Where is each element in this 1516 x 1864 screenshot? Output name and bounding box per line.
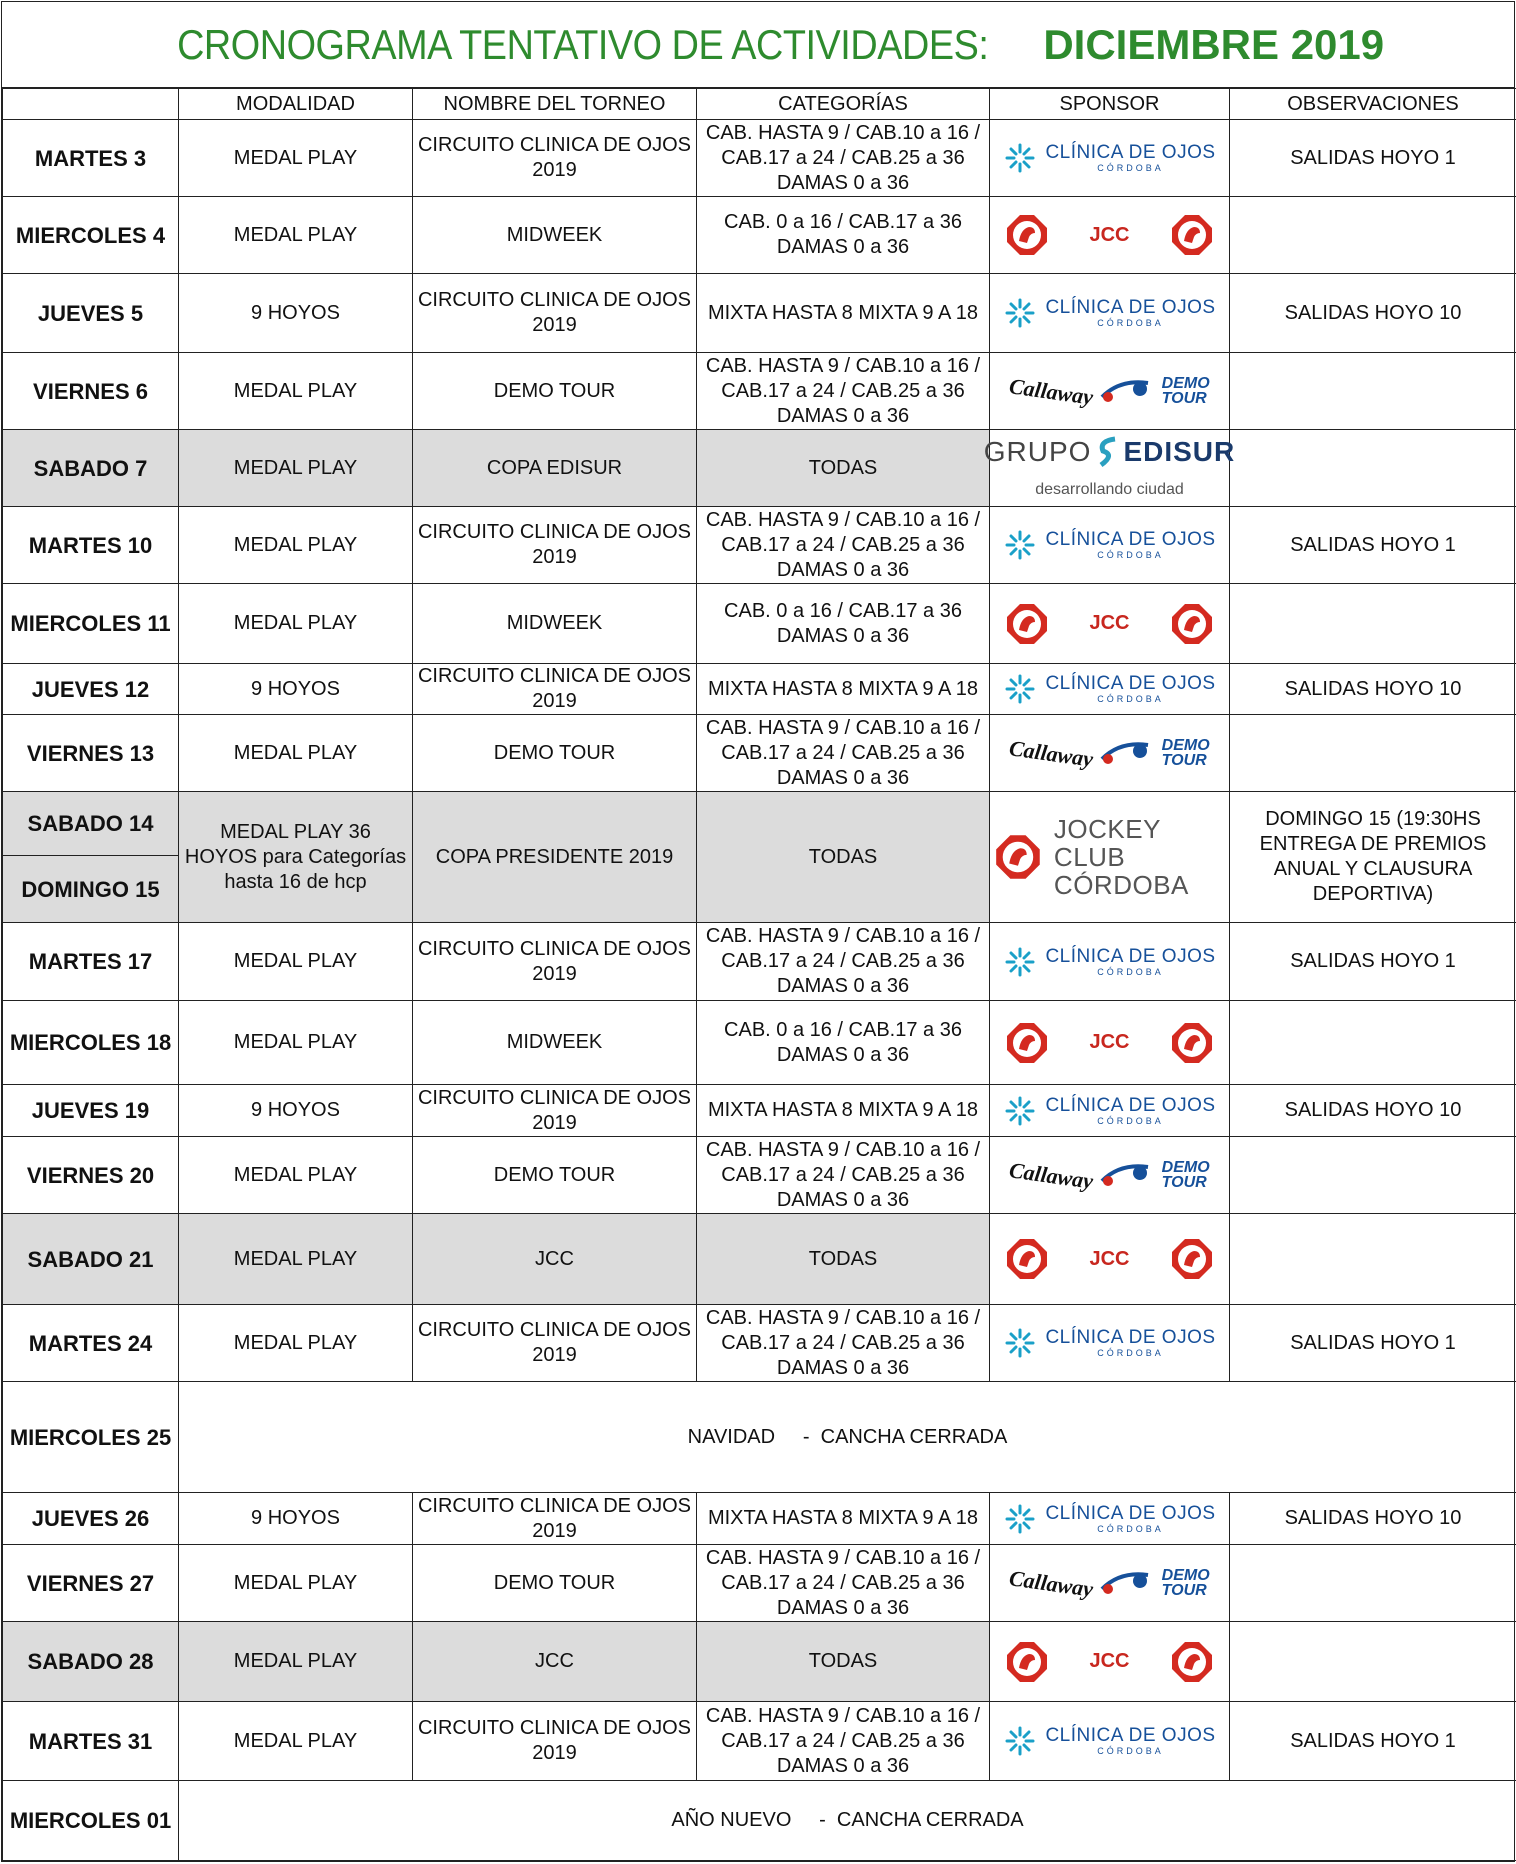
golfer-swing-icon — [1100, 735, 1156, 771]
observaciones-cell: SALIDAS HOYO 1 — [1230, 923, 1516, 1001]
modalidad-cell: MEDAL PLAY — [179, 1137, 413, 1214]
clinica-de-ojos-logo — [1003, 1326, 1215, 1360]
clinica-de-ojos-logo — [1003, 1724, 1215, 1758]
observaciones-cell: SALIDAS HOYO 1 — [1230, 507, 1516, 584]
torneo-cell: MIDWEEK — [413, 197, 697, 274]
categorias-cell: CAB. 0 a 16 / CAB.17 a 36 DAMAS 0 a 36 — [697, 1001, 990, 1085]
torneo-cell: MIDWEEK — [413, 1001, 697, 1085]
day-cell: MIERCOLES 11 — [3, 584, 179, 664]
jcc-text: JCC — [1089, 1247, 1129, 1272]
starburst-icon — [1003, 141, 1037, 175]
torneo-cell: CIRCUITO CLINICA DE OJOS 2019 — [413, 1305, 697, 1382]
clinica-city: CÓRDOBA — [1097, 551, 1164, 560]
starburst-icon — [1003, 296, 1037, 330]
categorias-cell: TODAS — [697, 792, 990, 923]
day-cell: VIERNES 20 — [3, 1137, 179, 1214]
day-cell: MIERCOLES 4 — [3, 197, 179, 274]
observaciones-cell: SALIDAS HOYO 10 — [1230, 1493, 1516, 1545]
day-cell: MARTES 17 — [3, 923, 179, 1001]
tour-text: TOUR — [1162, 1174, 1207, 1191]
sponsor-cell — [990, 1622, 1230, 1702]
table-row — [3, 1622, 1516, 1702]
clinica-name: CLÍNICA DE OJOS — [1045, 1328, 1215, 1347]
observaciones-cell — [1230, 715, 1516, 792]
observaciones-cell — [1230, 430, 1516, 507]
clinica-name: CLÍNICA DE OJOS — [1045, 674, 1215, 693]
sponsor-cell — [990, 792, 1230, 923]
torneo-cell: COPA EDISUR — [413, 430, 697, 507]
categorias-cell: TODAS — [697, 1214, 990, 1305]
day-cell: JUEVES 19 — [3, 1085, 179, 1137]
categorias-cell: MIXTA HASTA 8 MIXTA 9 A 18 — [697, 274, 990, 353]
day-cell: VIERNES 13 — [3, 715, 179, 792]
table-row — [3, 1493, 1516, 1545]
torneo-cell: CIRCUITO CLINICA DE OJOS 2019 — [413, 274, 697, 353]
categorias-cell: CAB. 0 a 16 / CAB.17 a 36 DAMAS 0 a 36 — [697, 197, 990, 274]
day-cell: SABADO 7 — [3, 430, 179, 507]
torneo-cell: DEMO TOUR — [413, 715, 697, 792]
clinica-de-ojos-logo — [1003, 1502, 1215, 1536]
modalidad-cell: 9 HOYOS — [179, 1085, 413, 1137]
clinica-name: CLÍNICA DE OJOS — [1045, 143, 1215, 162]
day-cell: VIERNES 6 — [3, 353, 179, 430]
observaciones-cell: SALIDAS HOYO 1 — [1230, 1702, 1516, 1781]
modalidad-cell: MEDAL PLAY — [179, 507, 413, 584]
callaway-text: Callaway — [1008, 735, 1095, 771]
torneo-cell: CIRCUITO CLINICA DE OJOS 2019 — [413, 923, 697, 1001]
modalidad-cell: MEDAL PLAY — [179, 1305, 413, 1382]
day-cell: MARTES 31 — [3, 1702, 179, 1781]
modalidad-cell: MEDAL PLAY — [179, 1622, 413, 1702]
sponsor-cell — [990, 1702, 1230, 1781]
clinica-de-ojos-logo — [1003, 1094, 1215, 1128]
callaway-demo-tour-logo — [994, 373, 1225, 409]
sponsor-cell — [990, 715, 1230, 792]
modalidad-cell: MEDAL PLAY — [179, 1545, 413, 1622]
torneo-cell: CIRCUITO CLINICA DE OJOS 2019 — [413, 120, 697, 197]
sponsor-cell — [990, 120, 1230, 197]
golfer-swing-icon — [1100, 1157, 1156, 1193]
jcc-text: JCC — [1089, 611, 1129, 636]
clinica-city: CÓRDOBA — [1097, 968, 1164, 977]
clinica-city: CÓRDOBA — [1097, 319, 1164, 328]
day-cell: JUEVES 12 — [3, 664, 179, 715]
observaciones-cell — [1230, 1137, 1516, 1214]
header-observaciones: OBSERVACIONES — [1230, 89, 1516, 120]
torneo-cell: MIDWEEK — [413, 584, 697, 664]
page-title: CRONOGRAMA TENTATIVO DE ACTIVIDADES: — [177, 21, 988, 69]
jockey-club-text: JOCKEY CLUB — [1054, 814, 1161, 872]
day-cell: SABADO 14 — [3, 792, 179, 856]
observaciones-cell — [1230, 1214, 1516, 1305]
table-row — [3, 274, 1516, 353]
clinica-name: CLÍNICA DE OJOS — [1045, 947, 1215, 966]
table-row — [3, 1001, 1516, 1085]
table-row — [3, 1137, 1516, 1214]
day-cell: MIERCOLES 18 — [3, 1001, 179, 1085]
categorias-cell: CAB. HASTA 9 / CAB.10 a 16 / CAB.17 a 24 / CAB.25 a 36 DAMAS 0 a 36 — [697, 1305, 990, 1382]
modalidad-cell: MEDAL PLAY — [179, 923, 413, 1001]
sponsor-cell — [990, 1493, 1230, 1545]
torneo-cell: CIRCUITO CLINICA DE OJOS 2019 — [413, 1493, 697, 1545]
observaciones-cell — [1230, 1001, 1516, 1085]
day-cell: MIERCOLES 01 — [3, 1781, 179, 1861]
sponsor-cell — [990, 353, 1230, 430]
jockey-club-cordoba-logo — [994, 815, 1225, 899]
torneo-cell: CIRCUITO CLINICA DE OJOS 2019 — [413, 1702, 697, 1781]
clinica-city: CÓRDOBA — [1097, 695, 1164, 704]
clinica-city: CÓRDOBA — [1097, 164, 1164, 173]
clinica-name: CLÍNICA DE OJOS — [1045, 1504, 1215, 1523]
clinica-name: CLÍNICA DE OJOS — [1045, 1726, 1215, 1745]
torneo-cell: DEMO TOUR — [413, 1545, 697, 1622]
header-sponsor: SPONSOR — [990, 89, 1230, 120]
sponsor-cell — [990, 1085, 1230, 1137]
modalidad-cell: 9 HOYOS — [179, 274, 413, 353]
tour-text: TOUR — [1162, 390, 1207, 407]
clinica-name: CLÍNICA DE OJOS — [1045, 530, 1215, 549]
modalidad-cell: MEDAL PLAY — [179, 197, 413, 274]
table-row — [3, 1781, 1516, 1861]
modalidad-cell: MEDAL PLAY — [179, 120, 413, 197]
clinica-de-ojos-logo — [1003, 672, 1215, 706]
table-row — [3, 1085, 1516, 1137]
jcc-logo — [994, 1237, 1225, 1281]
categorias-cell: TODAS — [697, 1622, 990, 1702]
starburst-icon — [1003, 528, 1037, 562]
categorias-cell: CAB. HASTA 9 / CAB.10 a 16 / CAB.17 a 24 / CAB.25 a 36 DAMAS 0 a 36 — [697, 507, 990, 584]
day-cell: DOMINGO 15 — [3, 856, 179, 923]
day-cell: MIERCOLES 25 — [3, 1382, 179, 1493]
observaciones-cell — [1230, 353, 1516, 430]
observaciones-cell — [1230, 197, 1516, 274]
title-bar — [2, 2, 1514, 88]
closed-notice: AÑO NUEVO - CANCHA CERRADA — [179, 1781, 1516, 1861]
clinica-de-ojos-logo — [1003, 141, 1215, 175]
day-cell: MARTES 3 — [3, 120, 179, 197]
callaway-demo-tour-logo — [994, 735, 1225, 771]
jockey-seal-icon — [1005, 602, 1049, 646]
edisur-grupo-text: GRUPO — [984, 439, 1092, 464]
jcc-text: JCC — [1089, 1030, 1129, 1055]
observaciones-cell: SALIDAS HOYO 10 — [1230, 664, 1516, 715]
day-cell: MARTES 24 — [3, 1305, 179, 1382]
day-cell: JUEVES 5 — [3, 274, 179, 353]
demo-text: DEMO — [1162, 1567, 1210, 1584]
categorias-cell: CAB. HASTA 9 / CAB.10 a 16 / CAB.17 a 24 / CAB.25 a 36 DAMAS 0 a 36 — [697, 1545, 990, 1622]
categorias-cell: CAB. 0 a 16 / CAB.17 a 36 DAMAS 0 a 36 — [697, 584, 990, 664]
jockey-seal-icon — [1005, 1237, 1049, 1281]
clinica-de-ojos-logo — [1003, 528, 1215, 562]
clinica-de-ojos-logo — [1003, 945, 1215, 979]
jockey-seal-icon — [1170, 213, 1214, 257]
observaciones-cell: SALIDAS HOYO 10 — [1230, 1085, 1516, 1137]
schedule-sheet — [1, 1, 1515, 1862]
observaciones-cell: SALIDAS HOYO 1 — [1230, 1305, 1516, 1382]
table-row — [3, 923, 1516, 1001]
tour-text: TOUR — [1162, 752, 1207, 769]
starburst-icon — [1003, 1094, 1037, 1128]
demo-text: DEMO — [1162, 1159, 1210, 1176]
jockey-seal-icon — [1170, 1640, 1214, 1684]
categorias-cell: MIXTA HASTA 8 MIXTA 9 A 18 — [697, 664, 990, 715]
header-day — [3, 89, 179, 120]
categorias-cell: TODAS — [697, 430, 990, 507]
modalidad-cell: MEDAL PLAY — [179, 1214, 413, 1305]
demo-text: DEMO — [1162, 737, 1210, 754]
table-row — [3, 507, 1516, 584]
demo-text: DEMO — [1162, 375, 1210, 392]
sponsor-cell — [990, 664, 1230, 715]
jockey-seal-icon — [1170, 602, 1214, 646]
sponsor-cell — [990, 274, 1230, 353]
jockey-seal-icon — [994, 831, 1042, 883]
sponsor-cell — [990, 923, 1230, 1001]
observaciones-cell — [1230, 1622, 1516, 1702]
day-cell: MARTES 10 — [3, 507, 179, 584]
table-row — [3, 353, 1516, 430]
torneo-cell: CIRCUITO CLINICA DE OJOS 2019 — [413, 1085, 697, 1137]
torneo-cell: DEMO TOUR — [413, 353, 697, 430]
jockey-seal-icon — [1005, 1021, 1049, 1065]
modalidad-cell: MEDAL PLAY — [179, 430, 413, 507]
torneo-cell: JCC — [413, 1214, 697, 1305]
edisur-s-icon — [1095, 435, 1119, 469]
modalidad-cell: MEDAL PLAY — [179, 1702, 413, 1781]
edisur-slogan: desarrollando ciudad — [1035, 477, 1184, 502]
jcc-text: JCC — [1089, 223, 1129, 248]
closed-notice: NAVIDAD - CANCHA CERRADA — [179, 1382, 1516, 1493]
categorias-cell: CAB. HASTA 9 / CAB.10 a 16 / CAB.17 a 24 / CAB.25 a 36 DAMAS 0 a 36 — [697, 353, 990, 430]
torneo-cell: CIRCUITO CLINICA DE OJOS 2019 — [413, 664, 697, 715]
modalidad-cell: MEDAL PLAY — [179, 1001, 413, 1085]
jockey-city-text: CÓRDOBA — [1054, 870, 1189, 900]
day-cell: SABADO 28 — [3, 1622, 179, 1702]
day-cell: JUEVES 26 — [3, 1493, 179, 1545]
page-title-month: DICIEMBRE 2019 — [1043, 21, 1384, 69]
day-cell: SABADO 21 — [3, 1214, 179, 1305]
table-row — [3, 715, 1516, 792]
schedule-table — [2, 88, 1516, 1861]
golfer-swing-icon — [1100, 1565, 1156, 1601]
categorias-cell: CAB. HASTA 9 / CAB.10 a 16 / CAB.17 a 24 / CAB.25 a 36 DAMAS 0 a 36 — [697, 1702, 990, 1781]
golfer-swing-icon — [1100, 373, 1156, 409]
modalidad-cell: MEDAL PLAY 36 HOYOS para Categorías hasta 16 de hcp — [179, 792, 413, 923]
observaciones-cell: DOMINGO 15 (19:30HS ENTREGA DE PREMIOS ANUAL Y CLAUSURA DEPORTIVA) — [1230, 792, 1516, 923]
clinica-city: CÓRDOBA — [1097, 1747, 1164, 1756]
torneo-cell: CIRCUITO CLINICA DE OJOS 2019 — [413, 507, 697, 584]
table-row — [3, 120, 1516, 197]
torneo-cell: DEMO TOUR — [413, 1137, 697, 1214]
sponsor-cell — [990, 1001, 1230, 1085]
jcc-logo — [994, 213, 1225, 257]
clinica-city: CÓRDOBA — [1097, 1349, 1164, 1358]
table-row — [3, 197, 1516, 274]
callaway-text: Callaway — [1008, 373, 1095, 409]
callaway-demo-tour-logo — [994, 1565, 1225, 1601]
torneo-cell: JCC — [413, 1622, 697, 1702]
categorias-cell: MIXTA HASTA 8 MIXTA 9 A 18 — [697, 1085, 990, 1137]
edisur-name-text: EDISUR — [1123, 439, 1235, 464]
jockey-seal-icon — [1170, 1021, 1214, 1065]
header-torneo: NOMBRE DEL TORNEO — [413, 89, 697, 120]
clinica-name: CLÍNICA DE OJOS — [1045, 298, 1215, 317]
starburst-icon — [1003, 1724, 1037, 1758]
modalidad-cell: MEDAL PLAY — [179, 353, 413, 430]
table-row — [3, 1382, 1516, 1493]
categorias-cell: CAB. HASTA 9 / CAB.10 a 16 / CAB.17 a 24 / CAB.25 a 36 DAMAS 0 a 36 — [697, 923, 990, 1001]
torneo-cell: COPA PRESIDENTE 2019 — [413, 792, 697, 923]
sponsor-cell — [990, 197, 1230, 274]
clinica-city: CÓRDOBA — [1097, 1117, 1164, 1126]
table-row — [3, 584, 1516, 664]
starburst-icon — [1003, 672, 1037, 706]
observaciones-cell — [1230, 1545, 1516, 1622]
sponsor-cell — [990, 584, 1230, 664]
observaciones-cell — [1230, 584, 1516, 664]
table-row — [3, 792, 1516, 856]
modalidad-cell: 9 HOYOS — [179, 664, 413, 715]
observaciones-cell: SALIDAS HOYO 1 — [1230, 120, 1516, 197]
jcc-logo — [994, 602, 1225, 646]
table-row — [3, 664, 1516, 715]
clinica-de-ojos-logo — [1003, 296, 1215, 330]
table-row — [3, 1305, 1516, 1382]
sponsor-cell — [990, 1305, 1230, 1382]
grupo-edisur-logo — [994, 435, 1225, 502]
sponsor-cell — [990, 1214, 1230, 1305]
starburst-icon — [1003, 1326, 1037, 1360]
jockey-seal-icon — [1005, 1640, 1049, 1684]
sponsor-cell — [990, 1137, 1230, 1214]
categorias-cell: CAB. HASTA 9 / CAB.10 a 16 / CAB.17 a 24 / CAB.25 a 36 DAMAS 0 a 36 — [697, 1137, 990, 1214]
jockey-seal-icon — [1170, 1237, 1214, 1281]
categorias-cell: CAB. HASTA 9 / CAB.10 a 16 / CAB.17 a 24 / CAB.25 a 36 DAMAS 0 a 36 — [697, 120, 990, 197]
table-row — [3, 430, 1516, 507]
sponsor-cell — [990, 507, 1230, 584]
observaciones-cell: SALIDAS HOYO 10 — [1230, 274, 1516, 353]
categorias-cell: CAB. HASTA 9 / CAB.10 a 16 / CAB.17 a 24 / CAB.25 a 36 DAMAS 0 a 36 — [697, 715, 990, 792]
jockey-seal-icon — [1005, 213, 1049, 257]
categorias-cell: MIXTA HASTA 8 MIXTA 9 A 18 — [697, 1493, 990, 1545]
header-modalidad: MODALIDAD — [179, 89, 413, 120]
callaway-text: Callaway — [1008, 1157, 1095, 1193]
table-row — [3, 1545, 1516, 1622]
tour-text: TOUR — [1162, 1582, 1207, 1599]
starburst-icon — [1003, 945, 1037, 979]
sponsor-cell — [990, 430, 1230, 507]
modalidad-cell: MEDAL PLAY — [179, 715, 413, 792]
callaway-text: Callaway — [1008, 1565, 1095, 1601]
jcc-logo — [994, 1021, 1225, 1065]
header-categorias: CATEGORÍAS — [697, 89, 990, 120]
callaway-demo-tour-logo — [994, 1157, 1225, 1193]
header-row — [3, 89, 1516, 120]
jcc-text: JCC — [1089, 1649, 1129, 1674]
table-row — [3, 1214, 1516, 1305]
jcc-logo — [994, 1640, 1225, 1684]
table-row — [3, 1702, 1516, 1781]
clinica-city: CÓRDOBA — [1097, 1525, 1164, 1534]
day-cell: VIERNES 27 — [3, 1545, 179, 1622]
clinica-name: CLÍNICA DE OJOS — [1045, 1096, 1215, 1115]
starburst-icon — [1003, 1502, 1037, 1536]
sponsor-cell — [990, 1545, 1230, 1622]
modalidad-cell: MEDAL PLAY — [179, 584, 413, 664]
modalidad-cell: 9 HOYOS — [179, 1493, 413, 1545]
